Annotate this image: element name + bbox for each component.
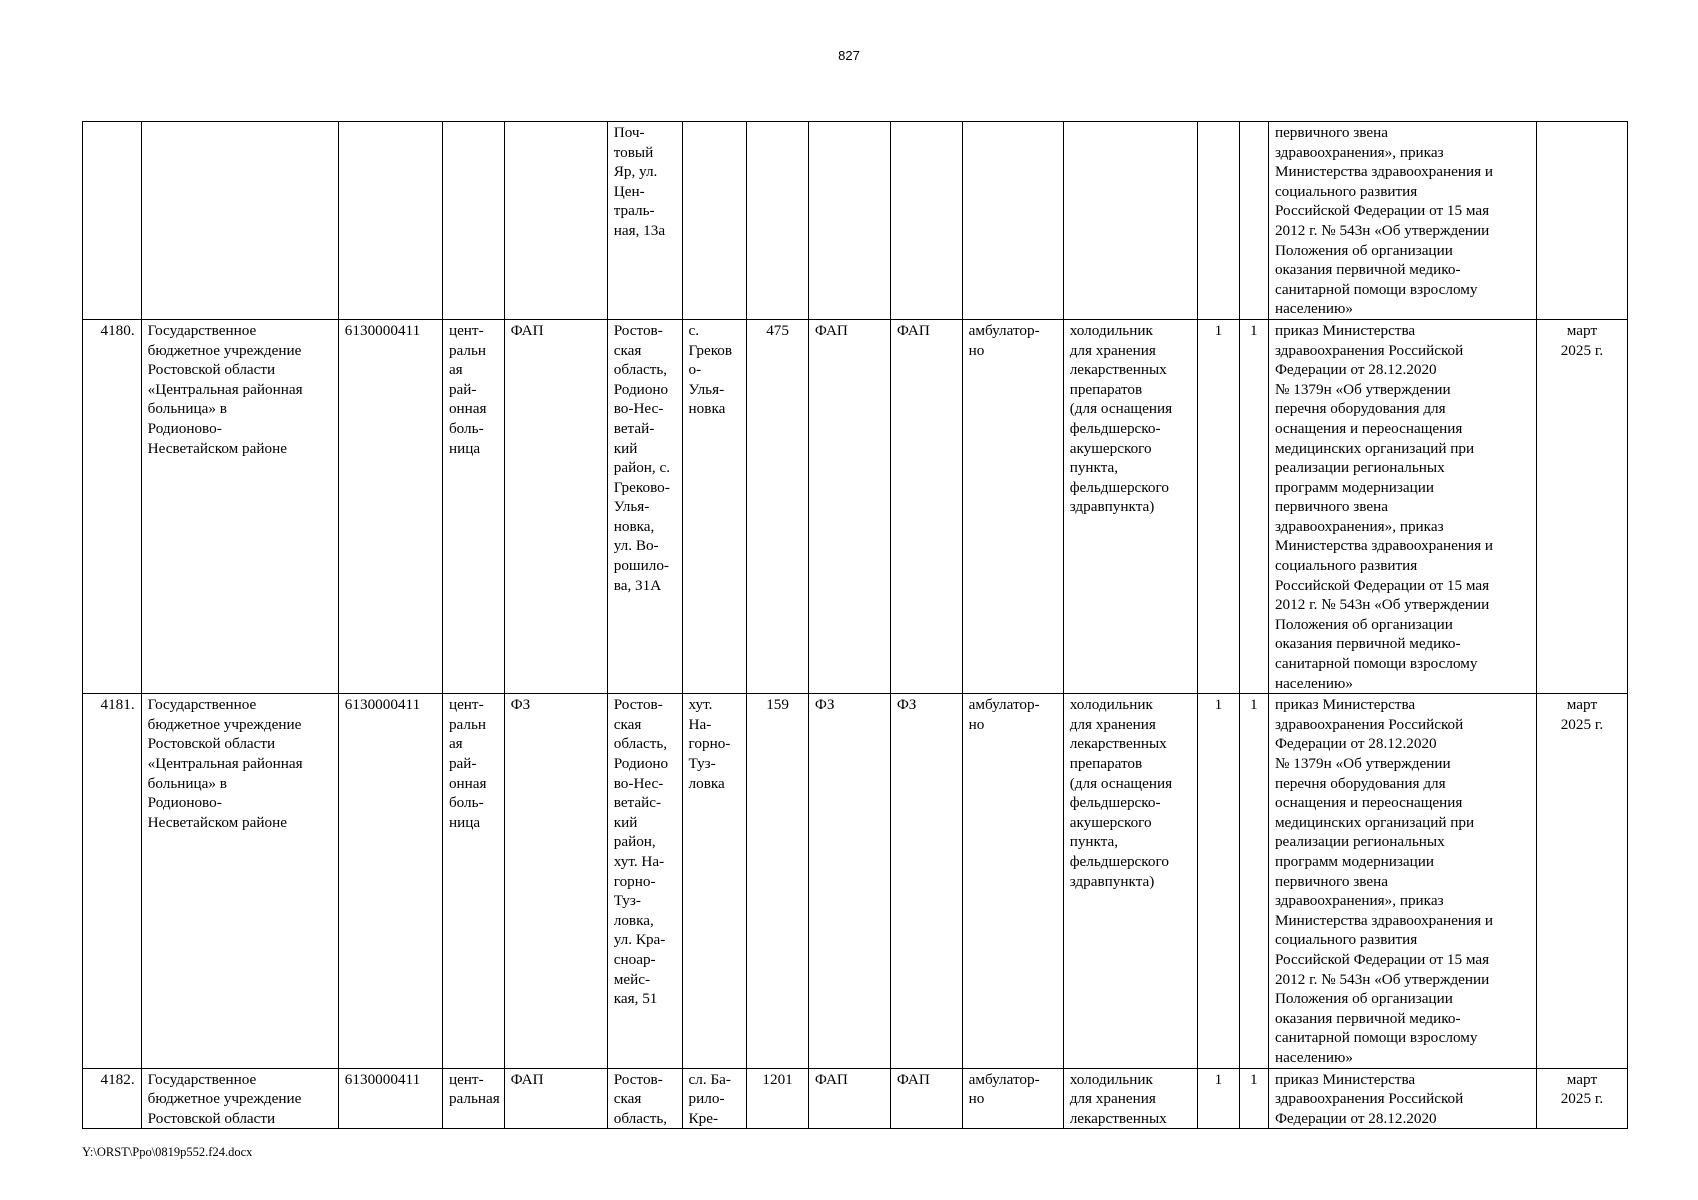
unit-address-line: Яр, ул. [613, 163, 658, 181]
legal-basis-line: 2012 г. № 543н «Об утверждении [1274, 221, 1490, 239]
equipment-name-line: акушерского [1069, 813, 1152, 831]
locality-line: горно- [688, 735, 731, 753]
equipment-name-line: фельдшерско- [1069, 794, 1161, 812]
organization-name-line: больница» в [147, 774, 227, 792]
unit-address-line: ветайс- [613, 794, 662, 812]
deadline-date-line: 2025 г. [1560, 715, 1604, 733]
quantity-required-line: 1 [1214, 696, 1223, 714]
quantity-planned-cell [1239, 1068, 1268, 1129]
organization-type-line: цент- [448, 321, 484, 339]
legal-basis-line: Федерации от 28.12.2020 [1274, 361, 1437, 379]
unit-type-current-line: ФЗ [814, 696, 835, 714]
unit-address-line: ная, 13а [613, 221, 666, 239]
deadline-date-cell [1536, 122, 1627, 320]
organization-name-line: больница» в [147, 400, 227, 418]
care-condition-line: амбулатор- [968, 321, 1040, 339]
locality-line: с. [688, 321, 700, 339]
unit-type-planned-cell [890, 1068, 962, 1129]
organization-type-line: рай- [448, 380, 477, 398]
deadline-date-line: март [1566, 696, 1598, 714]
legal-basis-line: здравоохранения», приказ [1274, 517, 1444, 535]
unit-address-line: траль- [613, 202, 655, 220]
equipment-name-line: лекарственных [1069, 1109, 1167, 1127]
organization-type-line: боль- [448, 794, 484, 812]
table-row [83, 122, 1628, 320]
legal-basis-cell [1268, 1068, 1536, 1129]
equipment-name-line: (для оснащения [1069, 400, 1173, 418]
organization-name-line: Государственное [147, 1070, 257, 1088]
unit-type-cell [504, 1068, 607, 1129]
unit-address-line: Родионо [613, 380, 669, 398]
unit-address-line: ветай- [613, 419, 655, 437]
locality-cell [682, 122, 747, 320]
legal-basis-line: первичного звена [1274, 872, 1388, 890]
unit-address-cell [607, 1068, 682, 1129]
equipment-name-line: для хранения [1069, 341, 1156, 359]
row-number-cell [83, 694, 142, 1068]
organization-name-line: Несветайском районе [147, 813, 287, 831]
locality-line: хут. [688, 696, 713, 714]
locality-line: Кре- [688, 1109, 719, 1127]
population-cell [747, 122, 809, 320]
unit-address-line: хут. На- [613, 852, 665, 870]
locality-line: новка [688, 400, 726, 418]
equipment-name-line: здравпункта) [1069, 872, 1155, 890]
unit-address-line: Поч- [613, 124, 645, 141]
unit-address-line: во-Нес- [613, 774, 664, 792]
equipment-name-line: (для оснащения [1069, 774, 1173, 792]
unit-address-line: область, [613, 735, 668, 753]
unit-address-line: Ростов- [613, 1070, 663, 1088]
unit-type-current-cell [808, 694, 890, 1068]
row-number-line: 4180. [100, 321, 135, 339]
unit-address-cell [607, 122, 682, 320]
organization-type-cell [442, 1068, 504, 1129]
locality-line: рило- [688, 1090, 725, 1108]
organization-type-cell [442, 694, 504, 1068]
legal-basis-line: санитарной помощи взрослому [1274, 1029, 1478, 1047]
organization-inn-cell [338, 694, 442, 1068]
legal-basis-cell [1268, 122, 1536, 320]
legal-basis-line: населению» [1274, 674, 1353, 692]
organization-type-line: ница [448, 439, 481, 457]
legal-basis-line: оснащения и переоснащения [1274, 794, 1463, 812]
unit-address-line: ул. Кра- [613, 931, 666, 949]
legal-basis-line: Российской Федерации от 15 мая [1274, 202, 1490, 220]
unit-type-planned-cell [890, 694, 962, 1068]
quantity-required-line: 1 [1214, 1070, 1223, 1088]
legal-basis-line: оказания первичной медико- [1274, 261, 1461, 279]
legal-basis-line: программ модернизации [1274, 852, 1435, 870]
legal-basis-line: программ модернизации [1274, 478, 1435, 496]
care-condition-cell [962, 122, 1063, 320]
organization-type-cell [442, 122, 504, 320]
legal-basis-line: первичного звена [1274, 498, 1388, 516]
unit-address-line: ловка, [613, 911, 654, 929]
population-line: 475 [766, 321, 789, 339]
organization-name-line: бюджетное учреждение [147, 715, 302, 733]
legal-basis-line: здравоохранения Российской [1274, 715, 1464, 733]
locality-cell [682, 319, 747, 693]
equipment-name-line: препаратов [1069, 380, 1143, 398]
unit-address-line: кая, 51 [613, 990, 658, 1008]
organization-name-line: Ростовской области [147, 735, 276, 753]
quantity-required-line: 1 [1214, 321, 1223, 339]
unit-type-current-line: ФАП [814, 321, 848, 339]
legal-basis-line: здравоохранения Российской [1274, 1090, 1464, 1108]
care-condition-line: амбулатор- [968, 1070, 1040, 1088]
page-number: 827 [838, 48, 860, 63]
legal-basis-line: оказания первичной медико- [1274, 635, 1461, 653]
unit-type-line: ФАП [510, 1070, 544, 1088]
equipment-name-cell [1063, 1068, 1197, 1129]
equipment-name-cell [1063, 122, 1197, 320]
unit-address-line: Туз- [613, 892, 641, 910]
organization-type-line: онная [448, 400, 487, 418]
equipment-name-line: акушерского [1069, 439, 1152, 457]
unit-type-cell [504, 319, 607, 693]
quantity-required-cell [1198, 694, 1239, 1068]
organization-name-cell [141, 319, 338, 693]
unit-address-line: район, [613, 833, 656, 851]
population-cell [747, 1068, 809, 1129]
unit-address-line: ская [613, 1090, 642, 1108]
legal-basis-line: социального развития [1274, 931, 1418, 949]
equipment-name-line: фельдшерского [1069, 852, 1169, 870]
equipment-name-line: для хранения [1069, 715, 1156, 733]
organization-type-line: рай- [448, 755, 477, 772]
deadline-date-cell [1536, 1068, 1627, 1129]
unit-type-current-line: ФАП [814, 1070, 848, 1088]
legal-basis-cell [1268, 319, 1536, 693]
legal-basis-line: № 1379н «Об утверждении [1274, 380, 1451, 398]
unit-address-line: кий [613, 439, 638, 457]
unit-type-planned-cell [890, 319, 962, 693]
equipment-name-line: пункта, [1069, 833, 1119, 851]
legal-basis-line: приказ Министерства [1274, 696, 1416, 714]
organization-type-line: цент- [448, 1070, 484, 1088]
unit-address-line: кий [613, 813, 638, 831]
equipment-name-line: фельдшерско- [1069, 419, 1161, 437]
unit-address-cell [607, 694, 682, 1068]
population-cell [747, 319, 809, 693]
legal-basis-line: населению» [1274, 1048, 1353, 1066]
table-row [83, 694, 1628, 1068]
legal-basis-line: Российской Федерации от 15 мая [1274, 576, 1490, 594]
unit-type-line: ФЗ [510, 696, 531, 714]
unit-address-line: Родионо [613, 755, 669, 772]
unit-address-line: ская [613, 715, 642, 733]
care-condition-line: амбулатор- [968, 696, 1040, 714]
unit-address-line: район, с. [613, 459, 671, 477]
legal-basis-line: перечня оборудования для [1274, 400, 1446, 418]
organization-name-line: Ростовской области [147, 361, 276, 379]
row-number-line: 4181. [100, 696, 135, 714]
legal-basis-line: перечня оборудования для [1274, 774, 1446, 792]
equipment-name-line: холодильник [1069, 696, 1153, 714]
legal-basis-line: Министерства здравоохранения и [1274, 163, 1494, 181]
row-number-cell [83, 122, 142, 320]
unit-address-line: Ростов- [613, 696, 663, 714]
quantity-planned-cell [1239, 122, 1268, 320]
legal-basis-line: реализации региональных [1274, 833, 1445, 851]
equipment-name-line: лекарственных [1069, 735, 1167, 753]
unit-type-current-cell [808, 122, 890, 320]
quantity-required-cell [1198, 319, 1239, 693]
unit-address-line: мейс- [613, 970, 651, 988]
table-row [83, 319, 1628, 693]
organization-name-line: Ростовской области [147, 1109, 276, 1127]
care-condition-cell [962, 319, 1063, 693]
unit-address-line: горно- [613, 872, 656, 890]
equipment-name-line: холодильник [1069, 321, 1153, 339]
organization-type-line: ральная [448, 1090, 500, 1108]
locality-line: Улья- [688, 380, 725, 398]
legal-basis-cell [1268, 694, 1536, 1068]
legal-basis-line: первичного звена [1274, 124, 1388, 141]
legal-basis-line: здравоохранения», приказ [1274, 892, 1444, 910]
organization-inn-cell [338, 122, 442, 320]
population-line: 1201 [762, 1070, 793, 1088]
unit-address-line: сноар- [613, 950, 656, 968]
unit-type-cell [504, 694, 607, 1068]
care-condition-cell [962, 694, 1063, 1068]
unit-type-planned-line: ФАП [896, 1070, 930, 1088]
unit-address-line: область, [613, 1109, 668, 1127]
organization-name-cell [141, 1068, 338, 1129]
organization-type-line: ральн [448, 715, 487, 733]
population-line: 159 [766, 696, 789, 714]
organization-name-line: бюджетное учреждение [147, 1090, 302, 1108]
unit-type-planned-cell [890, 122, 962, 320]
legal-basis-line: медицинских организаций при [1274, 439, 1475, 457]
equipment-table [82, 121, 1628, 1129]
organization-name-line: «Центральная районная [147, 380, 303, 398]
deadline-date-line: 2025 г. [1560, 341, 1604, 359]
row-number-cell [83, 319, 142, 693]
equipment-name-line: здравпункта) [1069, 498, 1155, 516]
legal-basis-line: приказ Министерства [1274, 321, 1416, 339]
locality-line: о- [688, 361, 702, 379]
legal-basis-line: Федерации от 28.12.2020 [1274, 1109, 1437, 1127]
legal-basis-line: Положения об организации [1274, 241, 1453, 259]
unit-address-line: ул. Во- [613, 537, 659, 555]
deadline-date-line: март [1566, 321, 1598, 339]
legal-basis-line: приказ Министерства [1274, 1070, 1416, 1088]
equipment-name-line: препаратов [1069, 755, 1143, 772]
organization-type-cell [442, 319, 504, 693]
row-number-cell [83, 1068, 142, 1129]
legal-basis-line: № 1379н «Об утверждении [1274, 755, 1451, 772]
care-condition-cell [962, 1068, 1063, 1129]
quantity-planned-line: 1 [1249, 696, 1258, 714]
legal-basis-line: Положения об организации [1274, 615, 1453, 633]
organization-inn-cell [338, 319, 442, 693]
legal-basis-line: Министерства здравоохранения и [1274, 537, 1494, 555]
equipment-name-cell [1063, 694, 1197, 1068]
unit-address-line: во-Нес- [613, 400, 664, 418]
organization-type-line: боль- [448, 419, 484, 437]
legal-basis-line: медицинских организаций при [1274, 813, 1475, 831]
unit-address-line: товый [613, 143, 654, 161]
unit-address-line: Греково- [613, 478, 670, 496]
unit-address-line: Цен- [613, 182, 645, 200]
equipment-name-line: лекарственных [1069, 361, 1167, 379]
locality-cell [682, 694, 747, 1068]
legal-basis-line: здравоохранения Российской [1274, 341, 1464, 359]
quantity-planned-line: 1 [1249, 321, 1258, 339]
organization-name-cell [141, 694, 338, 1068]
unit-address-line: ская [613, 341, 642, 359]
organization-inn-line: 6130000411 [344, 321, 421, 339]
footer-file-path: Y:\ORST\Ppo\0819p552.f24.docx [82, 1145, 253, 1159]
equipment-name-line: для хранения [1069, 1090, 1156, 1108]
deadline-date-line: 2025 г. [1560, 1090, 1604, 1108]
unit-type-current-cell [808, 319, 890, 693]
quantity-required-cell [1198, 1068, 1239, 1129]
unit-address-line: Улья- [613, 498, 650, 516]
unit-type-current-cell [808, 1068, 890, 1129]
legal-basis-line: Министерства здравоохранения и [1274, 911, 1494, 929]
unit-address-line: область, [613, 361, 668, 379]
legal-basis-line: социального развития [1274, 182, 1418, 200]
unit-type-cell [504, 122, 607, 320]
organization-type-line: ральн [448, 341, 487, 359]
organization-name-line: Несветайском районе [147, 439, 287, 457]
deadline-date-line: март [1566, 1070, 1598, 1088]
legal-basis-line: Российской Федерации от 15 мая [1274, 950, 1490, 968]
organization-inn-line: 6130000411 [344, 1070, 421, 1088]
organization-type-line: ница [448, 813, 481, 831]
organization-name-line: Родионово- [147, 794, 222, 812]
row-number-line: 4182. [100, 1070, 135, 1088]
organization-name-line: Государственное [147, 321, 257, 339]
unit-address-line: Ростов- [613, 321, 663, 339]
locality-line: На- [688, 715, 712, 733]
deadline-date-cell [1536, 694, 1627, 1068]
quantity-planned-line: 1 [1249, 1070, 1258, 1088]
quantity-required-cell [1198, 122, 1239, 320]
locality-line: Туз- [688, 755, 716, 772]
quantity-planned-cell [1239, 319, 1268, 693]
organization-name-line: «Центральная районная [147, 755, 303, 772]
equipment-name-cell [1063, 319, 1197, 693]
equipment-name-line: фельдшерского [1069, 478, 1169, 496]
organization-name-cell [141, 122, 338, 320]
locality-cell [682, 1068, 747, 1129]
unit-type-planned-line: ФЗ [896, 696, 917, 714]
organization-type-line: ая [448, 361, 463, 379]
legal-basis-line: 2012 г. № 543н «Об утверждении [1274, 970, 1490, 988]
care-condition-line: но [968, 341, 985, 359]
unit-type-planned-line: ФАП [896, 321, 930, 339]
organization-name-line: бюджетное учреждение [147, 341, 302, 359]
unit-address-line: ва, 31А [613, 576, 662, 594]
quantity-planned-cell [1239, 694, 1268, 1068]
population-cell [747, 694, 809, 1068]
organization-inn-cell [338, 1068, 442, 1129]
legal-basis-line: оказания первичной медико- [1274, 1009, 1461, 1027]
care-condition-line: но [968, 1090, 985, 1108]
legal-basis-line: Федерации от 28.12.2020 [1274, 735, 1437, 753]
legal-basis-line: оснащения и переоснащения [1274, 419, 1463, 437]
deadline-date-cell [1536, 319, 1627, 693]
legal-basis-line: социального развития [1274, 557, 1418, 575]
unit-address-line: новка, [613, 517, 655, 535]
legal-basis-line: здравоохранения», приказ [1274, 143, 1444, 161]
equipment-name-line: пункта, [1069, 459, 1119, 477]
locality-line: сл. Ба- [688, 1070, 731, 1088]
organization-name-line: Государственное [147, 696, 257, 714]
locality-line: Греков [688, 341, 733, 359]
legal-basis-line: 2012 г. № 543н «Об утверждении [1274, 596, 1490, 614]
care-condition-line: но [968, 715, 985, 733]
organization-inn-line: 6130000411 [344, 696, 421, 714]
organization-type-line: ая [448, 735, 463, 753]
organization-name-line: Родионово- [147, 419, 222, 437]
legal-basis-line: санитарной помощи взрослому [1274, 655, 1478, 673]
locality-line: ловка [688, 774, 725, 792]
organization-type-line: онная [448, 774, 487, 792]
table-row [83, 1068, 1628, 1129]
legal-basis-line: Положения об организации [1274, 990, 1453, 1008]
equipment-name-line: холодильник [1069, 1070, 1153, 1088]
unit-address-line: рошило- [613, 557, 669, 575]
unit-type-line: ФАП [510, 321, 544, 339]
legal-basis-line: населению» [1274, 300, 1353, 318]
unit-address-cell [607, 319, 682, 693]
legal-basis-line: реализации региональных [1274, 459, 1445, 477]
legal-basis-line: санитарной помощи взрослому [1274, 280, 1478, 298]
organization-type-line: цент- [448, 696, 484, 714]
